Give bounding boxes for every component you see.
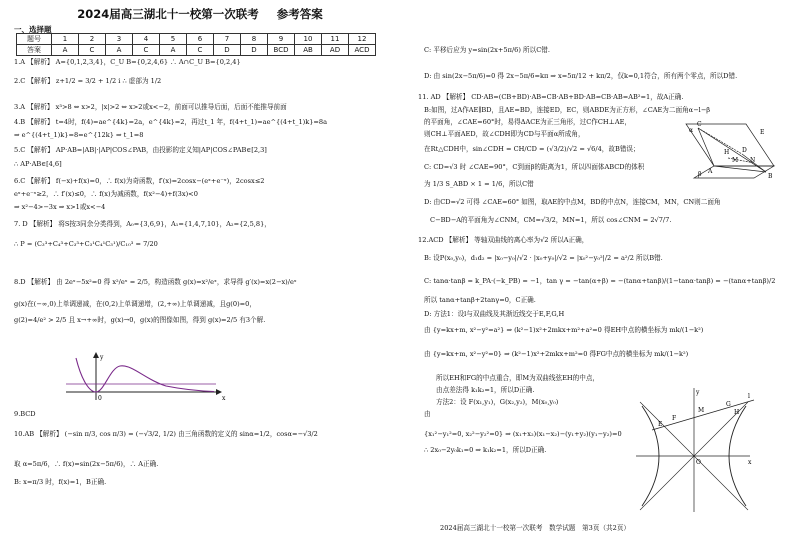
geometry-figure-tetrahedron [684,118,784,180]
solution-line: 11. AD 【解析】 CD·AB=(CB+BD)·AB=CB·AB+BD·AB=CB·AB=AB²=1，故A正确. [418,93,684,101]
fig-label-H: H [724,149,730,156]
fig-label-M: M [732,157,739,164]
y-axis-arrow [93,352,99,358]
fig2-label-l: l [748,393,750,400]
solution-line: eˣ+e⁻ˣ≥2，∴ f′(x)≤0，∴ f(x)为减函数，f(x²−4)+f(3x)<0 [14,190,198,198]
solution-line: B: 设P(x₀,y₀)，d₁d₂ = |x₀−y₀|/√2 · |x₀+y₀|/√2 = |x₀²−y₀²|/2 = a²/2 所以B错. [424,254,663,262]
row-label: 题号 [17,34,52,45]
hyperbola-figure [636,386,756,516]
solution-line: B: x=π/3 时，f(x)=1，B正确. [14,478,107,486]
solution-line: 的平面角，∠CAE=60°时，易得ΔACE为正三角形，过C作CH⊥AE， [424,118,632,126]
fig2-label-x: x [748,459,752,466]
solution-line: C: 平移后应为 y=sin(2x+5π/6) 所以C错. [424,46,550,54]
answer-table [16,33,376,56]
answer-cell: C [187,45,214,56]
solution-line: 由 {y=kx+m, x²−y²=a²} ⇒ (k²−1)x²+2mkx+m²+a²=0 得EH中点的横坐标为 mk/(1−k²) [424,326,704,334]
question-number: 11 [322,34,349,45]
fig-label-alpha: α [689,127,694,134]
fig2-label-O: O [696,459,701,466]
question-number: 9 [268,34,295,45]
graph-y-label: y [100,354,104,361]
solution-line: D: 方法1：设l与双曲线及其渐近线交于E,F,G,H [424,310,565,318]
solution-line: {x₁²−y₁²=0, x₂²−y₂²=0} ⇒ (x₁+x₂)(x₁−x₂)−(y₁+y₂)(y₁−y₂)=0 [424,430,622,438]
page-title: 2024届高三湖北十一校第一次联考 参考答案 [77,7,323,21]
solution-line: 2.C 【解析】 z+1/2 = 3/2 + 1/2 i ∴ 虚部为 1/2 [14,77,162,85]
page-subtitle: 参考答案 [276,7,323,21]
solution-line: 8.D 【解析】 由 2eˣ−5x²=0 得 x²/eˣ = 2/5，构造函数 g(x)=x²/eˣ，求导得 g′(x)=x(2−x)/eˣ [14,278,297,286]
fig-label-E: E [760,129,765,136]
solution-line: 4.B 【解析】 t=4时，f(4)=ae^{4k}=2a，e^{4k}=2，再过t_1 年，f(4+t_1)=ae^{(4+t_1)k}=8a [14,118,328,126]
solution-line: C: tanα·tanβ = k_PA·(−k_PB) = −1，tan γ = −tan(α+β) = −(tanα+tanβ)/(1−tanα·tanβ) = −(tanα+tanβ)/2 [424,277,776,285]
solution-line: 3.A 【解析】 x³>8 ⇔ x>2，|x|>2 ⇔ x>2或x<−2，前面可以推导后面，后面不能推导前面 [14,103,287,111]
fig-label-C: C [697,121,702,128]
question-number: 2 [79,34,106,45]
fig2-label-E: E [658,421,663,428]
answer-cell: D [214,45,241,56]
plane-beta [694,166,774,178]
answer-cell: ACD [349,45,376,56]
solution-line: 6.C 【解析】 f(−x)+f(x)=0，∴ f(x)为奇函数，f′(x)=2cosx−(eˣ+e⁻ˣ)，2cosx≤2 [14,177,265,185]
page-footer: 2024届高三湖北十一校第一次联考 数学试题 第3页（共2页） [440,524,631,532]
question-number: 8 [241,34,268,45]
graph-origin-label: 0 [98,395,102,402]
question-number: 5 [160,34,187,45]
fig-label-B: B [768,173,773,180]
solution-line: D: 由CD=√2 可得 ∠CAE=60° 如图，取AE的中点M，BD的中点N，连接CM，MN，CN则二面角 [424,198,721,206]
answer-cell: AD [322,45,349,56]
answer-cell: D [241,45,268,56]
solution-line: ⇒ e^{(4+t_1)k}=8=e^{12k} ⇒ t_1=8 [14,131,144,139]
solution-line: 由点差法得 k₁k₂=1，所以D正确. [436,386,535,394]
answer-cell: A [52,45,79,56]
solution-line: 1.A 【解析】 A={0,1,2,3,4}，C_U B={0,2,4,6} ∴ A∩C_U B={0,2,4} [14,58,241,66]
solution-line: D: 由 sin(2x−5π/6)=0 得 2x−5π/6=kπ ⇒ x=5π/12 + kπ/2，仅k=0,1符合，所有两个零点，所以D错. [424,72,738,80]
g-curve [76,358,214,392]
solution-line: g(x)在(−∞,0)上单调递减，在(0,2)上单调递增，(2,+∞)上单调递减，且g(0)=0， [14,300,256,308]
solution-line: ∴ 2x₀−2y₀k₁=0 ⇒ k₁k₂=1，所以D正确. [424,446,547,454]
solution-line: ∴ P = (C₃³+C₄³+C₃³+C₃¹C₄¹C₃¹)/C₁₀³ = 7/20 [14,240,158,248]
solution-line: 5.C 【解析】 AP·AB=|AB|·|AP|COS∠PAB，由投影的定义知|AP|COS∠PAB∈[2,3] [14,146,267,154]
solution-line: 由 {y=kx+m, x²−y²=0} ⇒ (k²−1)x²+2mkx+m²=0 得FG中点的横坐标为 mk/(1−k²) [424,350,689,358]
solution-line: 为 1/3 S_ABD × 1 = 1/6，所以C错 [424,180,534,188]
section-heading: 一、选择题 [14,25,52,34]
answer-cell: BCD [268,45,295,56]
answer-cell: A [106,45,133,56]
fig-label-A: A [708,168,713,175]
answer-table-number-row [17,34,376,45]
fig2-label-y: y [696,389,700,396]
question-number: 4 [133,34,160,45]
solution-line: B:如图，过A作AE∥BD，且AE=BD，连接ED，EC，则ABDE为正方形，∠CAE为二面角α−l−β [424,106,711,114]
graph-x-label: x [222,395,226,402]
question-number: 10 [295,34,322,45]
question-number: 7 [214,34,241,45]
function-graph [66,352,226,402]
solution-line: g(2)=4/e² > 2/5 且 x→+∞时，g(x)→0，g(x)的图像如图，得到 g(x)=2/5 有3个解. [14,316,266,324]
answer-cell: A [160,45,187,56]
fig2-label-G: G [726,401,731,408]
answer-cell: C [133,45,160,56]
solution-line: C: CD=√3 时 ∠CAE=90°，C到面β的距离为1，所以四面体ABCD的体积 [424,163,645,171]
answer-table-answer-row [17,45,376,56]
fig-label-D: D [742,147,747,154]
solution-line: 12.ACD 【解析】 等轴双曲线的离心率为√2 所以A正确， [418,236,589,244]
fig2-label-F: F [672,415,677,422]
question-number: 12 [349,34,376,45]
solution-line: C−BD−A的平面角为∠CNM，CM=√3/2，MN=1，所以 cos∠CNM = 2√7/7. [430,216,672,224]
fig2-label-H: H [734,409,740,416]
solution-line: 7. D 【解析】 将S按3同余分类得到，A₀={3,6,9}，A₁={1,4,7,10}，A₂={2,5,8}， [14,220,271,228]
solution-line: ⇒ x²−4>−3x ⇒ x>1或x<−4 [14,203,106,211]
fig-label-beta: β [698,171,702,178]
solution-line: ∴ AP·AB∈[4,6] [14,160,62,168]
question-number: 3 [106,34,133,45]
solution-line: 方法2：设 F(x₁,y₁)，G(x₂,y₂)，M(x₀,y₀) [436,398,559,406]
question-number: 1 [52,34,79,45]
solution-line: 由 [424,410,431,418]
solution-line: 在Rt△CDH中，sin∠CDH = CH/CD = (√3/2)/√2 = √6/4，故B错误； [424,145,640,153]
question-number: 6 [187,34,214,45]
fig-label-N: N [750,157,756,164]
solution-line: 所以EH和FG的中点重合，即M为双曲线弦EH的中点， [436,374,600,382]
solution-line: 10.AB 【解析】 (−sin π/3, cos π/3) = (−√3/2, 1/2) 由三角函数的定义的 sinα=1/2，cosα=−√3/2 [14,430,318,438]
answer-cell: AB [295,45,322,56]
row-label: 答案 [17,45,52,56]
solution-line: 则CH⊥平面AED，故∠CDH即为CD与平面α所成角， [424,130,585,138]
solution-line: 所以 tanα+tanβ+2tanγ=0，C正确. [424,296,536,304]
fig2-label-M: M [698,407,705,414]
solution-line: 取 α=5π/6，∴ f(x)=sin(2x−5π/6)，∴ A正确. [14,460,159,468]
answer-cell: C [79,45,106,56]
solution-line: 9.BCD [14,410,36,418]
